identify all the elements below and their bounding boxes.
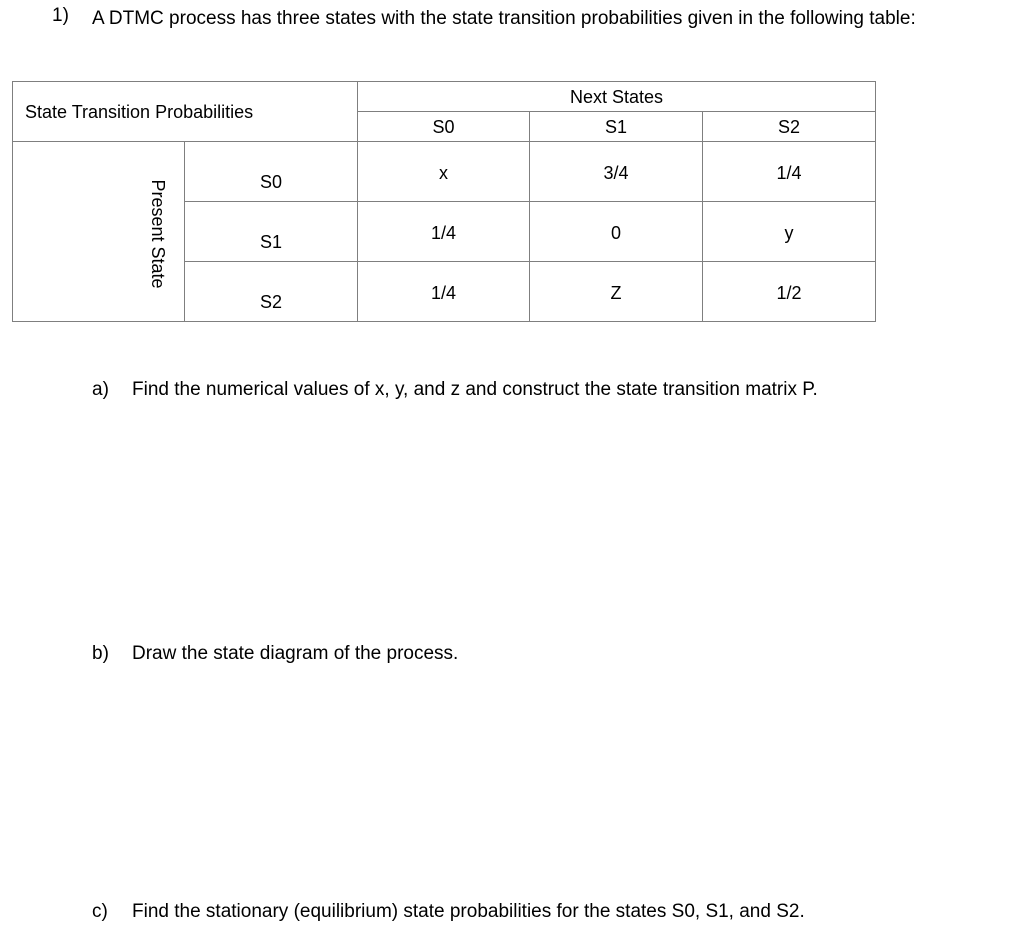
table-title: State Transition Probabilities (13, 82, 358, 142)
table-cell: 1/2 (703, 262, 876, 322)
subquestion-a (92, 378, 818, 402)
row-state-label: S2 (185, 262, 358, 322)
subquestion-text: Draw the state diagram of the process. (132, 643, 459, 664)
table-cell: Z (530, 262, 703, 322)
subquestion-letter: b) (92, 643, 109, 664)
subquestion-c (92, 900, 805, 924)
subquestion-letter: c) (92, 901, 108, 922)
table-row (13, 142, 876, 202)
table-cell: 1/4 (703, 142, 876, 202)
row-state-label: S0 (185, 142, 358, 202)
table-header-row (13, 82, 876, 112)
subquestion-letter: a) (92, 379, 109, 400)
table-cell: 1/4 (358, 202, 530, 262)
column-header: S0 (358, 112, 530, 142)
transition-table (12, 81, 876, 322)
table-cell: 3/4 (530, 142, 703, 202)
column-header: S1 (530, 112, 703, 142)
subquestion-text: Find the stationary (equilibrium) state probabilities for the states S0, S1, and S2. (132, 901, 805, 922)
table-cell: y (703, 202, 876, 262)
subquestion-text: Find the numerical values of x, y, and z and construct the state transition matrix P. (132, 379, 818, 400)
table-cell: 1/4 (358, 262, 530, 322)
question-number: 1) (52, 5, 69, 26)
column-header: S2 (703, 112, 876, 142)
present-state-cell (13, 142, 185, 322)
present-state-label: Present State (148, 179, 168, 289)
table-cell: 0 (530, 202, 703, 262)
subquestion-b (92, 642, 458, 666)
question-text: A DTMC process has three states with the state transition probabilities given in the following table: (92, 8, 916, 29)
row-state-label: S1 (185, 202, 358, 262)
table-cell: x (358, 142, 530, 202)
next-states-header: Next States (358, 82, 876, 112)
